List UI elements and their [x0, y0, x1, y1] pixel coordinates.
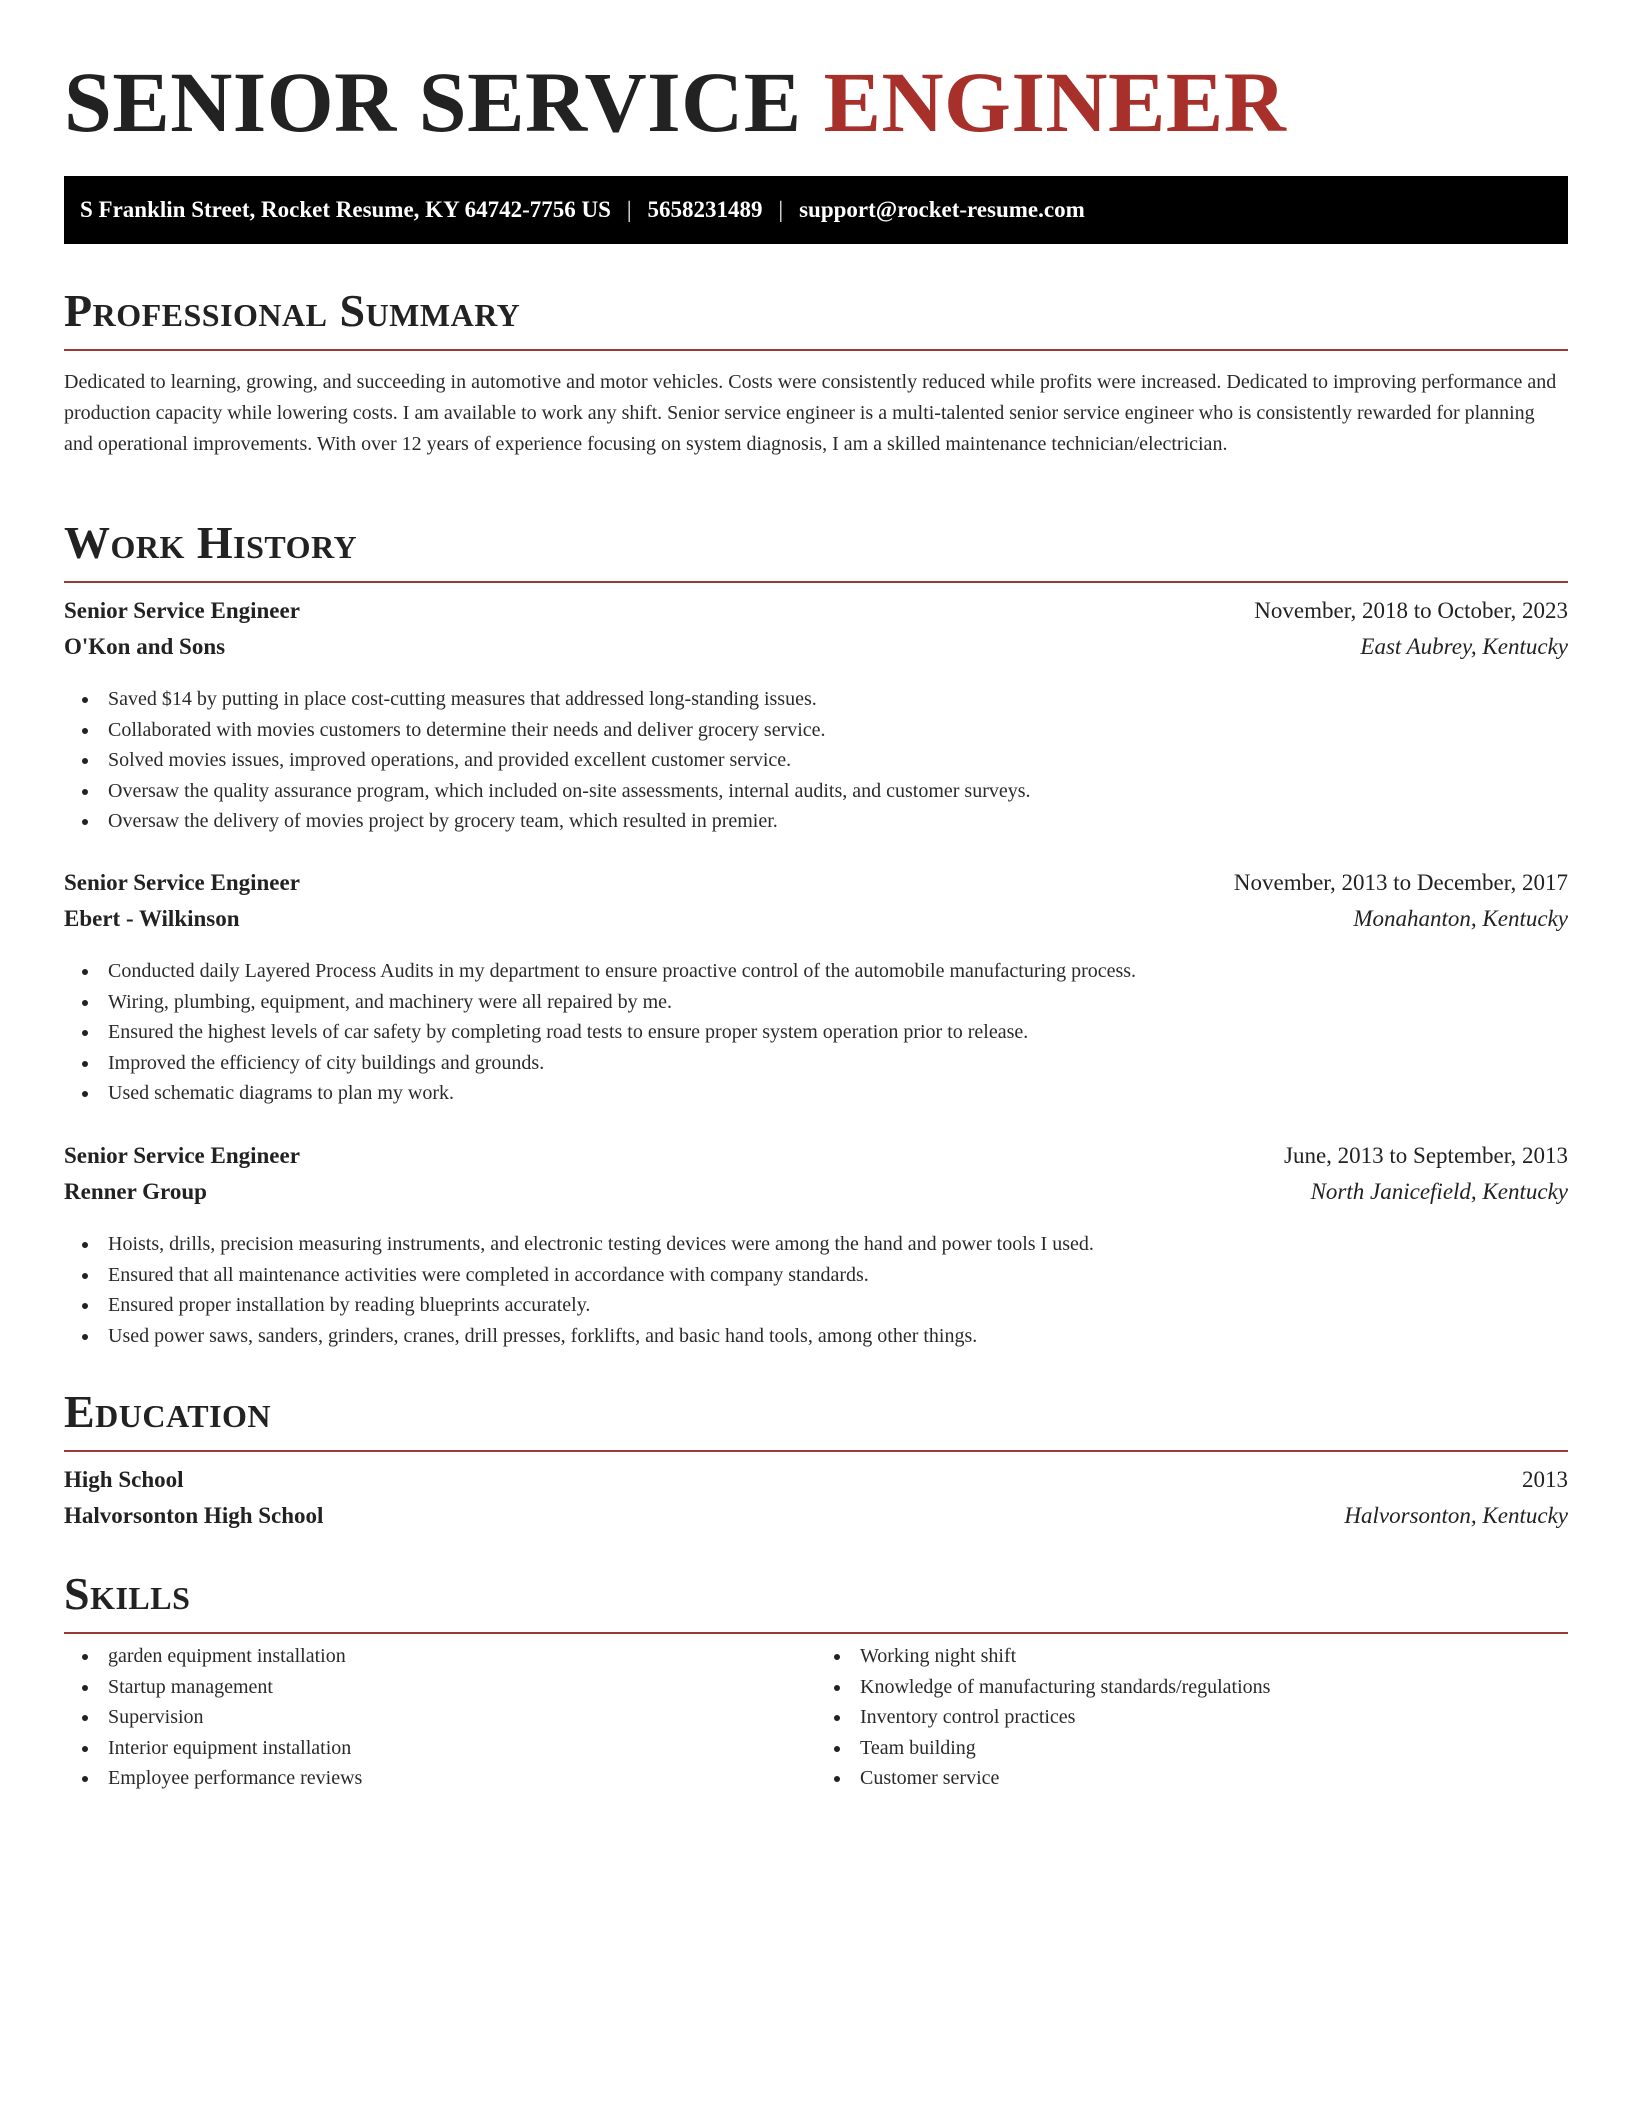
- skill-item: Working night shift: [860, 1641, 1568, 1672]
- job-company-row: [64, 1179, 1568, 1215]
- job-company: Ebert - Wilkinson: [64, 906, 240, 931]
- job-bullet: Saved $14 by putting in place cost-cutting measures that addressed long-standing issues.: [108, 684, 1568, 715]
- job-bullet: Used power saws, sanders, grinders, cranes, drill presses, forklifts, and basic hand tools, among other things.: [108, 1321, 1568, 1352]
- education-degree-row: [64, 1467, 1568, 1503]
- contact-separator: |: [626, 197, 632, 222]
- title-main: SENIOR SERVICE: [64, 54, 802, 150]
- job-location: East Aubrey, Kentucky: [1360, 634, 1568, 659]
- skill-item: Employee performance reviews: [108, 1763, 816, 1794]
- job-bullets: [64, 1229, 1568, 1351]
- job-location: Monahanton, Kentucky: [1353, 906, 1568, 931]
- skills-heading: Skills: [64, 1566, 1568, 1634]
- job-dates: June, 2013 to September, 2013: [1284, 1143, 1568, 1168]
- job-bullet: Solved movies issues, improved operations, and provided excellent customer service.: [108, 745, 1568, 776]
- education-entry: [64, 1467, 1568, 1539]
- skill-item: Interior equipment installation: [108, 1733, 816, 1764]
- contact-separator: |: [778, 197, 784, 222]
- skill-item: garden equipment installation: [108, 1641, 816, 1672]
- job-title: Senior Service Engineer: [64, 870, 300, 895]
- job-title-row: [64, 870, 1568, 906]
- education-school-row: [64, 1503, 1568, 1539]
- job-title-row: [64, 598, 1568, 634]
- contact-email[interactable]: support@rocket-resume.com: [799, 197, 1085, 222]
- skills-list: [64, 1641, 1568, 1794]
- job-bullet: Ensured that all maintenance activities were completed in accordance with company standards.: [108, 1260, 1568, 1291]
- job-bullet: Ensured proper installation by reading blueprints accurately.: [108, 1290, 1568, 1321]
- job-bullet: Ensured the highest levels of car safety by completing road tests to ensure proper system operation prior to release.: [108, 1017, 1568, 1048]
- job-company-row: [64, 906, 1568, 942]
- job-dates: November, 2013 to December, 2017: [1233, 870, 1568, 895]
- education-degree: High School: [64, 1467, 184, 1492]
- skill-item: Team building: [860, 1733, 1568, 1764]
- job-bullets: [64, 956, 1568, 1109]
- job-entry: [64, 870, 1568, 1109]
- skills-column-right: [816, 1641, 1568, 1794]
- summary-text: Dedicated to learning, growing, and succeeding in automotive and motor vehicles. Costs were consistently reduced while profits were increased. Dedicated to improving performance and production capacity while lowering costs. I am available to work any shift. Senior service engineer is a multi-talented senior service engineer who is consistently rewarded for planning and operational improvements. With over 12 years of experience focusing on system diagnosis, I am a skilled maintenance technician/electrician.: [64, 371, 1557, 455]
- education-school: Halvorsonton High School: [64, 1503, 324, 1528]
- job-bullet: Hoists, drills, precision measuring instruments, and electronic testing devices were among the hand and power tools I used.: [108, 1229, 1568, 1260]
- job-company: O'Kon and Sons: [64, 634, 226, 659]
- job-bullet: Conducted daily Layered Process Audits in my department to ensure proactive control of the automobile manufacturing process.: [108, 956, 1568, 987]
- skill-item: Supervision: [108, 1702, 816, 1733]
- job-dates: November, 2018 to October, 2023: [1254, 598, 1568, 623]
- skill-item: Startup management: [108, 1672, 816, 1703]
- job-company: Renner Group: [64, 1179, 207, 1204]
- job-company-row: [64, 634, 1568, 670]
- job-bullet: Oversaw the delivery of movies project by grocery team, which resulted in premier.: [108, 806, 1568, 837]
- work-history-heading: Work History: [64, 515, 1568, 583]
- job-location: North Janicefield, Kentucky: [1310, 1179, 1568, 1204]
- skill-item: Inventory control practices: [860, 1702, 1568, 1733]
- contact-phone: 5658231489: [647, 197, 763, 222]
- title-accent: ENGINEER: [823, 54, 1287, 150]
- job-title-row: [64, 1143, 1568, 1179]
- job-bullet: Oversaw the quality assurance program, which included on-site assessments, internal audits, and customer surveys.: [108, 776, 1568, 807]
- job-title: Senior Service Engineer: [64, 598, 300, 623]
- education-location: Halvorsonton, Kentucky: [1344, 1503, 1568, 1528]
- contact-bar: [64, 176, 1568, 244]
- summary-heading: Professional Summary: [64, 283, 1568, 351]
- job-bullet: Collaborated with movies customers to determine their needs and deliver grocery service.: [108, 715, 1568, 746]
- job-bullet: Improved the efficiency of city buildings and grounds.: [108, 1048, 1568, 1079]
- education-heading: Education: [64, 1384, 1568, 1452]
- job-bullets: [64, 684, 1568, 837]
- skill-item: Customer service: [860, 1763, 1568, 1794]
- job-bullet: Used schematic diagrams to plan my work.: [108, 1078, 1568, 1109]
- job-entry: [64, 1143, 1568, 1351]
- skills-column-left: [64, 1641, 816, 1794]
- job-bullet: Wiring, plumbing, equipment, and machinery were all repaired by me.: [108, 987, 1568, 1018]
- skill-item: Knowledge of manufacturing standards/regulations: [860, 1672, 1568, 1703]
- job-entry: [64, 598, 1568, 837]
- resume-title: [64, 52, 1286, 152]
- contact-address: S Franklin Street, Rocket Resume, KY 64742-7756 US: [80, 197, 611, 222]
- education-year: 2013: [1522, 1467, 1568, 1492]
- job-title: Senior Service Engineer: [64, 1143, 300, 1168]
